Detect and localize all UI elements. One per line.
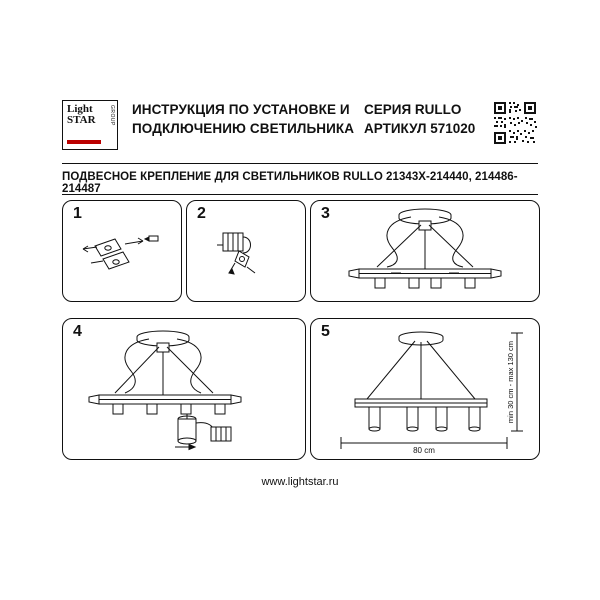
brand-logo-accent-bar bbox=[67, 140, 101, 144]
width-dimension-label: 80 cm bbox=[413, 446, 435, 455]
step-4-illustration bbox=[63, 319, 305, 459]
step-panel-2 bbox=[186, 200, 306, 302]
qr-code-icon bbox=[492, 100, 538, 146]
step-panel-5 bbox=[310, 318, 540, 460]
divider-top bbox=[62, 163, 538, 164]
step-number-2: 2 bbox=[197, 205, 206, 222]
step-2-illustration bbox=[187, 201, 305, 301]
footer-website[interactable]: www.lightstar.ru bbox=[261, 476, 339, 488]
step-number-3: 3 bbox=[321, 205, 330, 222]
step-panel-1 bbox=[62, 200, 182, 302]
subtitle: ПОДВЕСНОЕ КРЕПЛЕНИЕ ДЛЯ СВЕТИЛЬНИКОВ RULLO 21343Х-214440, 214486-214487 bbox=[62, 171, 518, 195]
series-label: СЕРИЯ RULLO bbox=[364, 102, 462, 117]
document-header bbox=[62, 100, 538, 154]
document-title bbox=[132, 100, 358, 138]
step-number-5: 5 bbox=[321, 323, 330, 340]
step-number-1: 1 bbox=[73, 205, 82, 222]
title-line-2: ПОДКЛЮЧЕНИЮ СВЕТИЛЬНИКА bbox=[132, 121, 355, 136]
step-5-illustration bbox=[311, 319, 539, 459]
brand-logo-line1: Light bbox=[67, 103, 93, 115]
step-3-illustration bbox=[311, 201, 539, 301]
brand-logo-line2: STAR bbox=[67, 114, 96, 126]
brand-logo-side-text: GROUP bbox=[109, 105, 115, 126]
brand-logo bbox=[62, 100, 118, 150]
divider-bottom bbox=[62, 194, 538, 195]
step-1-illustration bbox=[63, 201, 181, 301]
step-number-4: 4 bbox=[73, 323, 82, 340]
step-panel-4 bbox=[62, 318, 306, 460]
height-dimension-label: min 30 cm - max 130 cm bbox=[506, 340, 515, 424]
brand-logo-text bbox=[67, 104, 96, 126]
title-line-1: ИНСТРУКЦИЯ ПО УСТАНОВКЕ И bbox=[132, 102, 350, 117]
article-label: АРТИКУЛ 571020 bbox=[364, 121, 476, 136]
step-panel-3 bbox=[310, 200, 540, 302]
